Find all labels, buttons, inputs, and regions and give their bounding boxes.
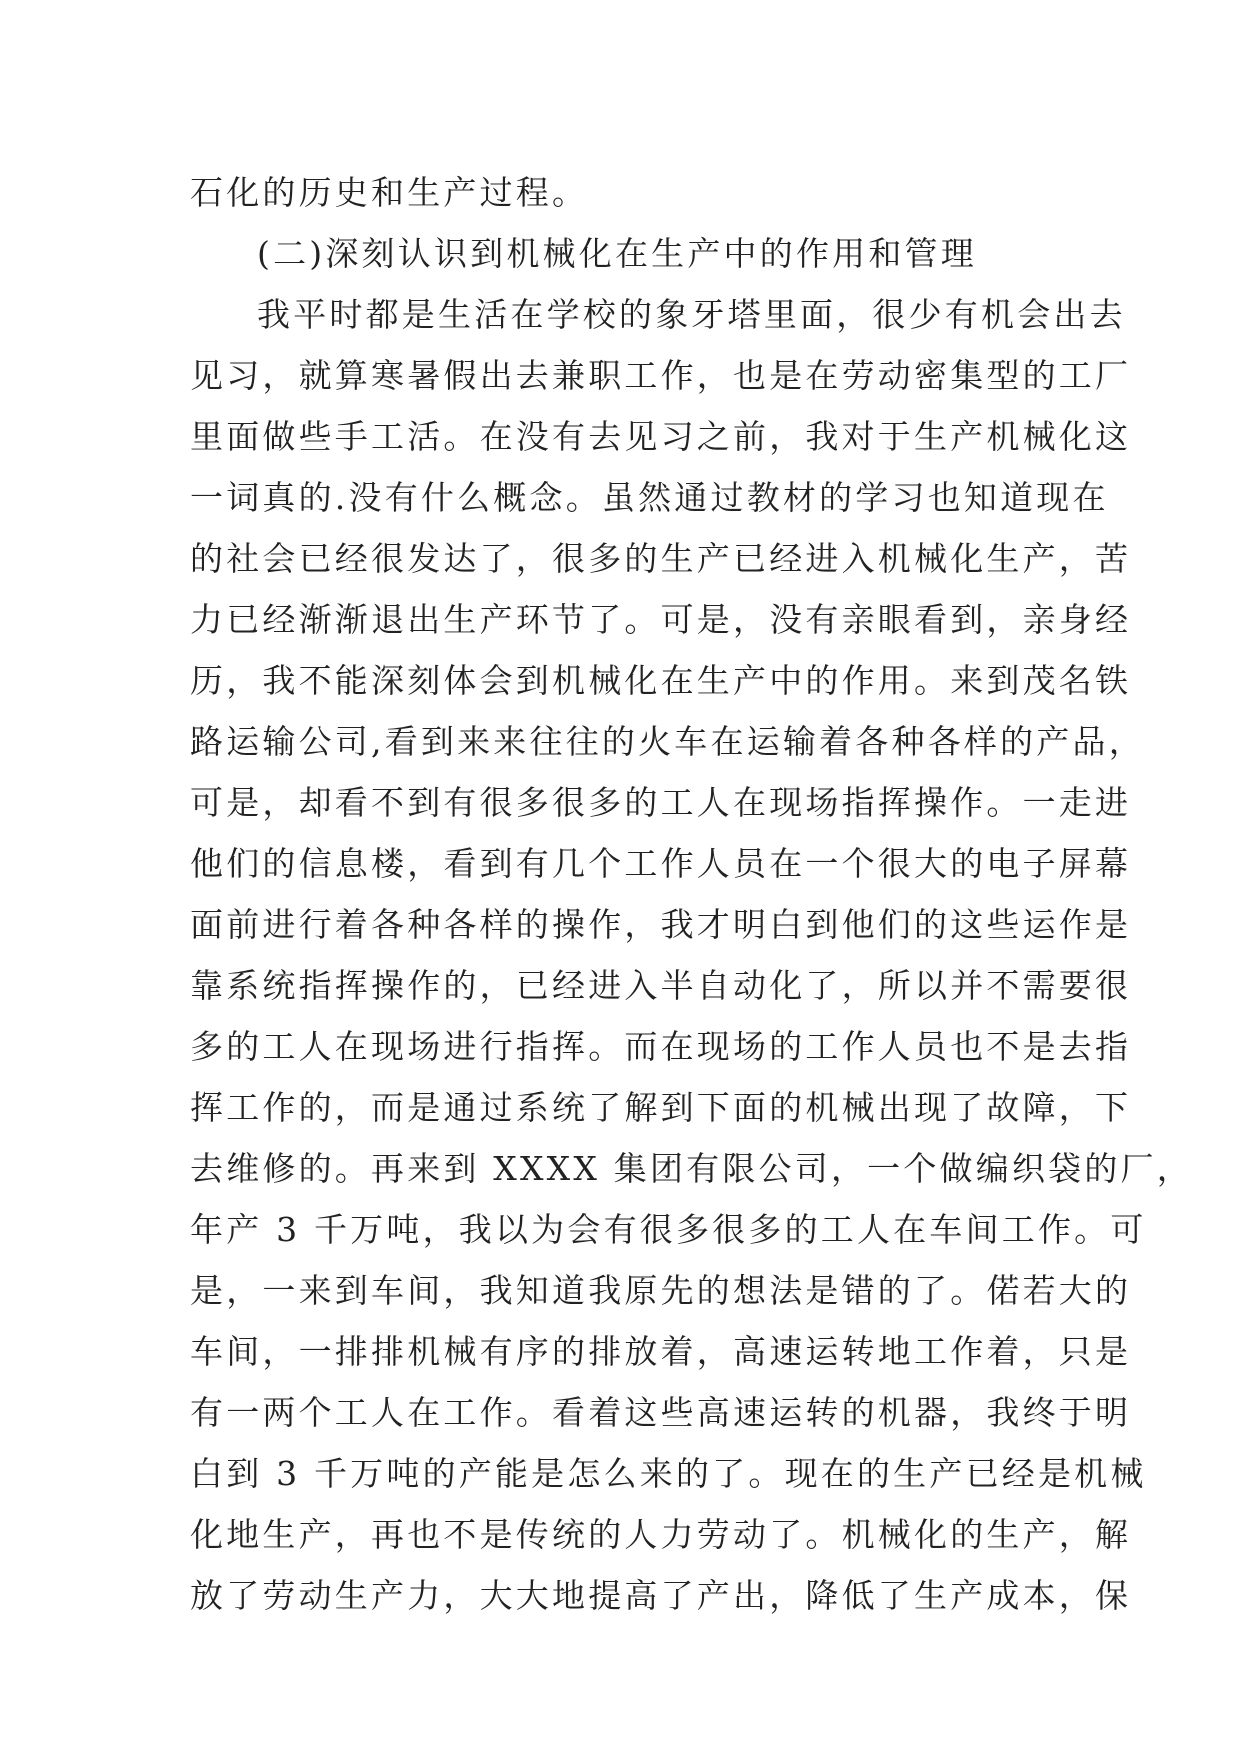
text-line: 力已经渐渐退出生产环节了。可是，没有亲眼看到，亲身经 [190,600,1132,639]
text-line: 有一两个工人在工作。看着这些高速运转的机器，我终于明 [190,1393,1132,1432]
text-line: 去维修的。再来到 XXXX 集团有限公司，一个做编织袋的厂， [190,1149,1193,1188]
text-line: 面前进行着各种各样的操作，我才明白到他们的这些运作是 [190,905,1132,944]
text-line: 他们的信息楼，看到有几个工作人员在一个很大的电子屏幕 [190,844,1132,883]
text-line: 我平时都是生活在学校的象牙塔里面，很少有机会出去 [257,295,1126,334]
text-line: 白到 3 千万吨的产能是怎么来的了。现在的生产已经是机械 [190,1454,1147,1493]
text-line: 是，一来到车间，我知道我原先的想法是错的了。偌若大的 [190,1271,1132,1310]
text-line: 历，我不能深刻体会到机械化在生产中的作用。来到茂名铁 [190,661,1132,700]
text-line: 可是，却看不到有很多很多的工人在现场指挥操作。一走进 [190,783,1132,822]
text-line: 一词真的.没有什么概念。虽然通过教材的学习也知道现在 [190,478,1109,517]
body-text [190,162,1193,1626]
text-line: 路运输公司,看到来来往往的火车在运输着各种各样的产品， [190,722,1145,761]
text-line: 化地生产，再也不是传统的人力劳动了。机械化的生产，解 [190,1515,1132,1554]
text-line: 放了劳动生产力，大大地提高了产出，降低了生产成本，保 [190,1576,1132,1615]
text-line: 靠系统指挥操作的，已经进入半自动化了，所以并不需要很 [190,966,1132,1005]
section-heading: (二)深刻认识到机械化在生产中的作用和管理 [257,234,977,273]
text-line: 年产 3 千万吨，我以为会有很多很多的工人在车间工作。可 [190,1210,1147,1249]
text-line: 见习，就算寒暑假出去兼职工作，也是在劳动密集型的工厂 [190,356,1132,395]
text-line: 里面做些手工活。在没有去见习之前，我对于生产机械化这 [190,417,1132,456]
text-line: 石化的历史和生产过程。 [190,173,589,212]
text-line: 挥工作的，而是通过系统了解到下面的机械出现了故障，下 [190,1088,1132,1127]
text-line: 车间，一排排机械有序的排放着，高速运转地工作着，只是 [190,1332,1132,1371]
text-line: 的社会已经很发达了，很多的生产已经进入机械化生产，苦 [190,539,1132,578]
text-line: 多的工人在现场进行指挥。而在现场的工作人员也不是去指 [190,1027,1132,1066]
